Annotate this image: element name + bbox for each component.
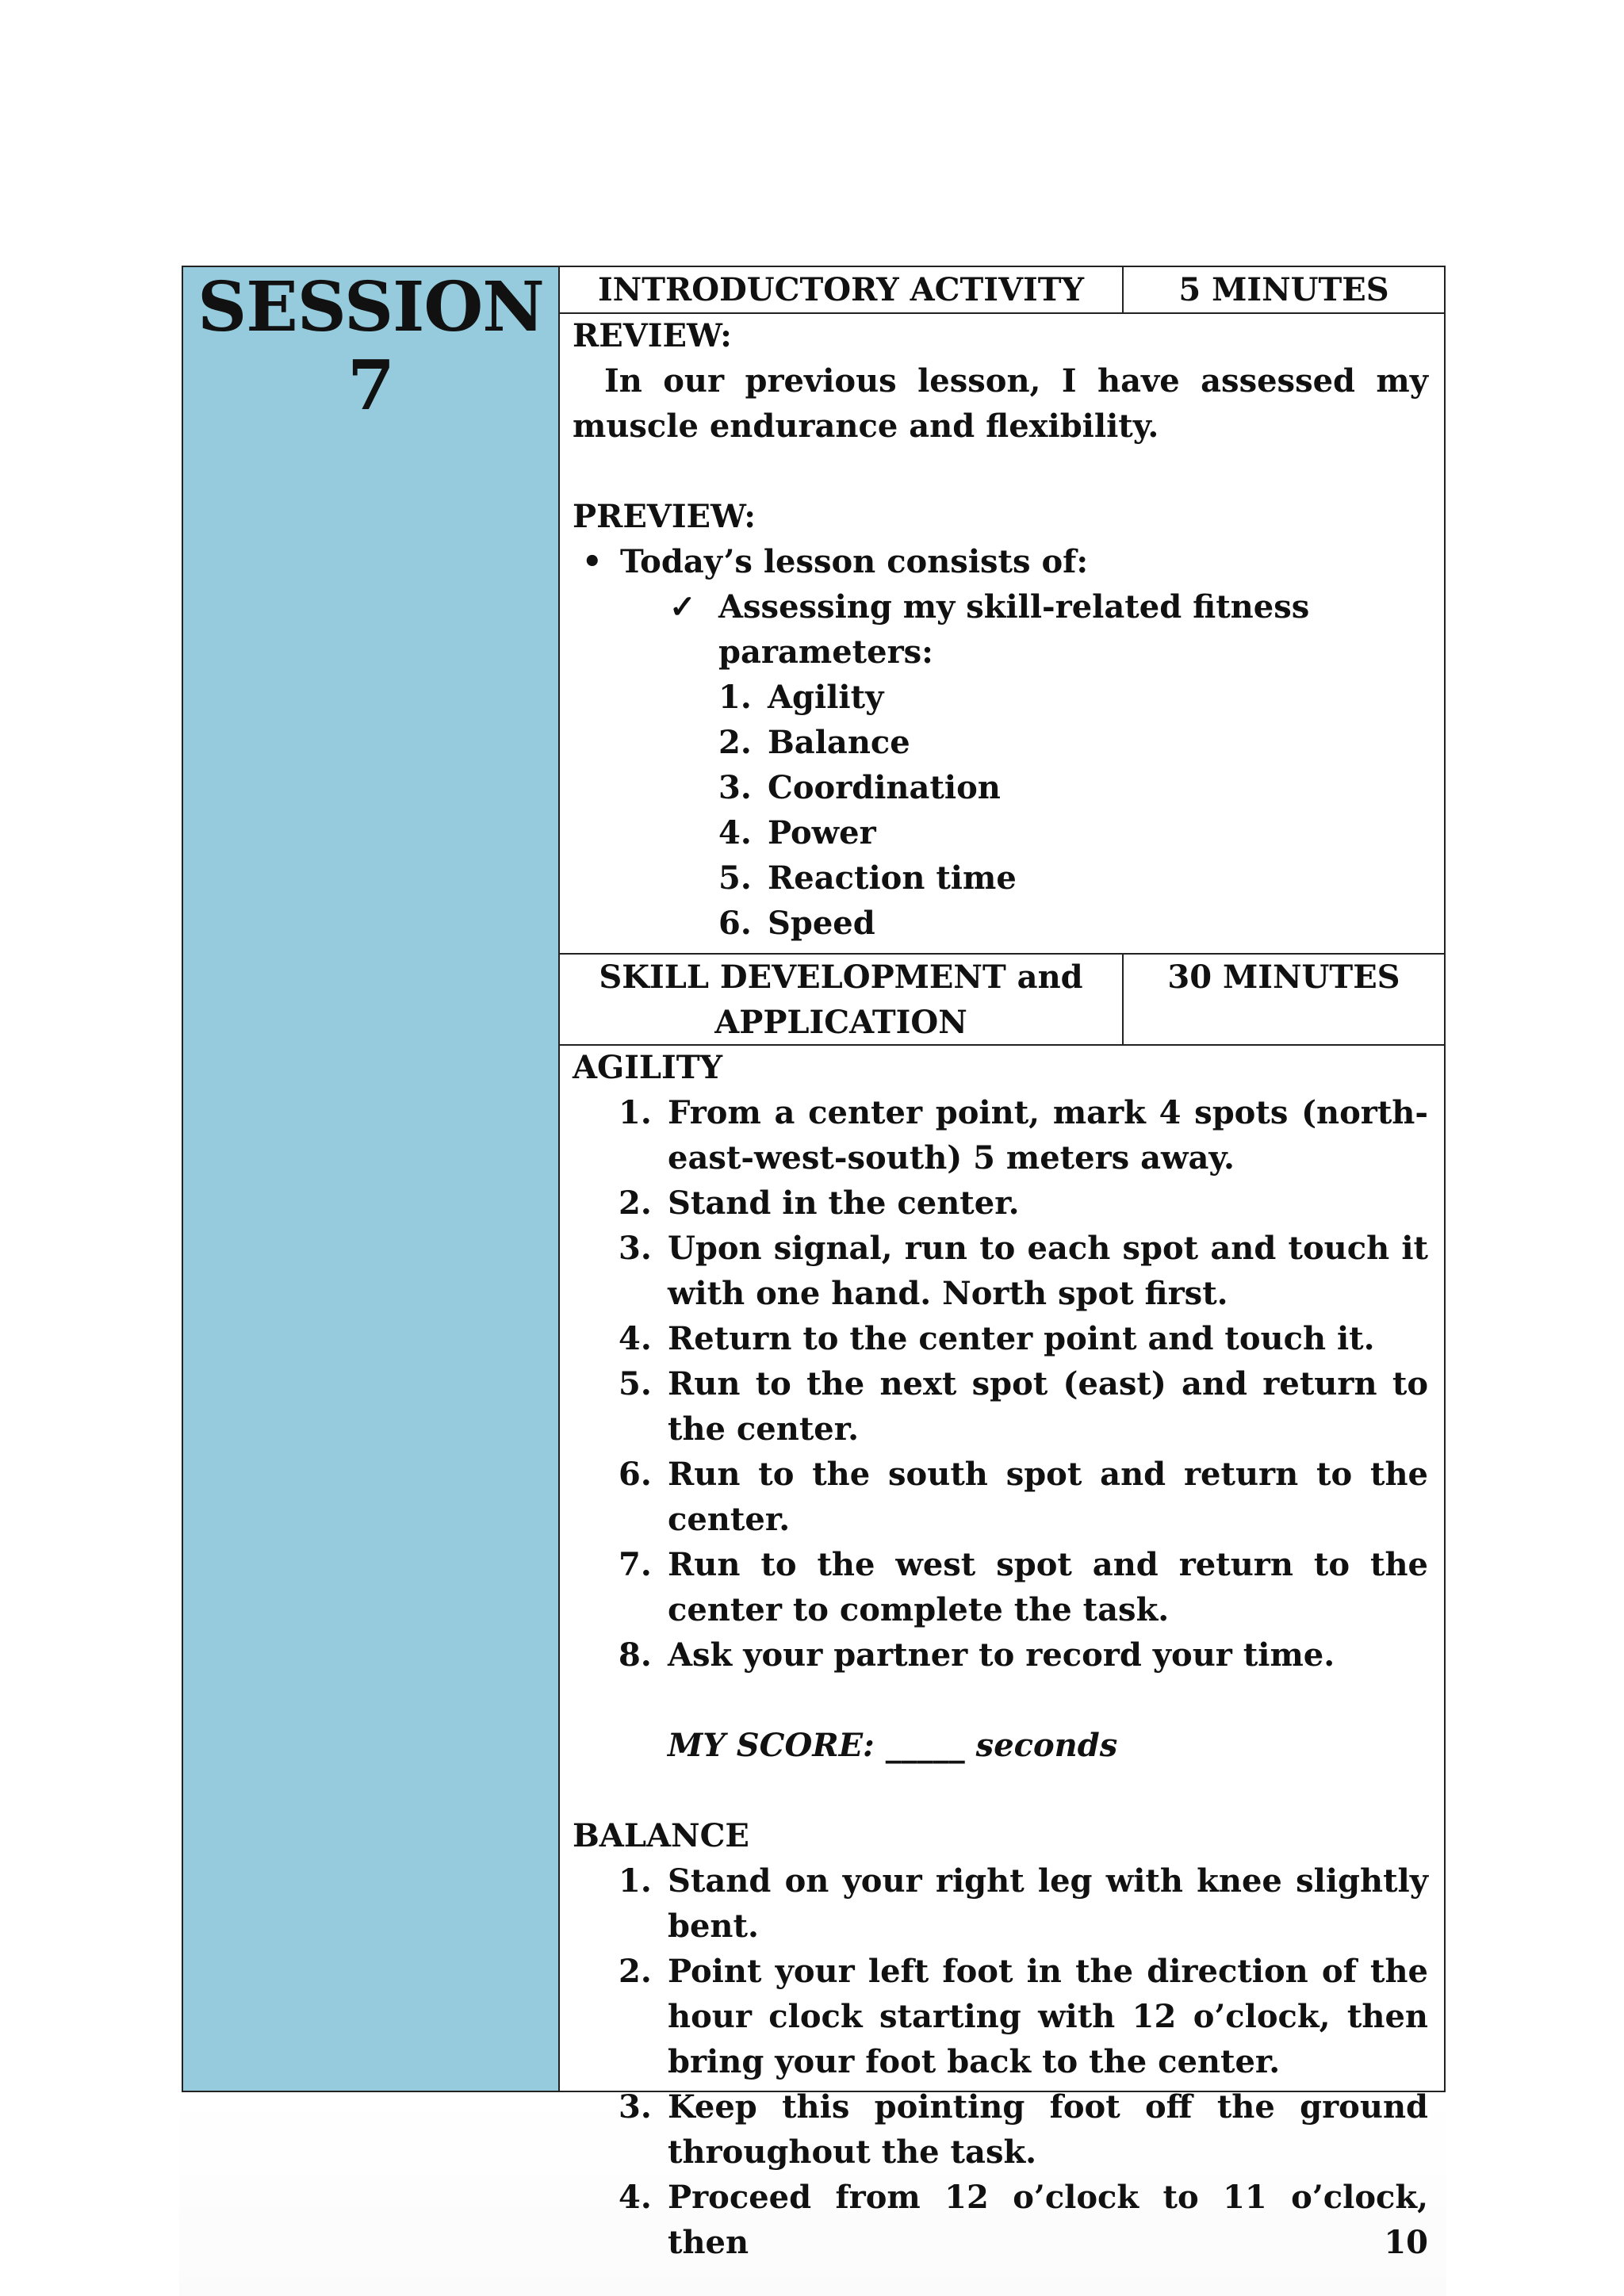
preview-bullet-row <box>573 539 1428 584</box>
lesson-table <box>182 266 1446 2261</box>
list-item: 3. Coordination <box>718 769 1001 806</box>
list-item: 1. From a center point, mark 4 spots (north-east-west-south) 5 meters away. <box>619 1094 1428 1177</box>
list-item: 3. Keep this pointing foot off the ground throughout the task. <box>619 2088 1428 2171</box>
intro-content <box>573 313 1428 946</box>
list-item: 6. Speed <box>718 905 875 942</box>
list-item: 3. Upon signal, run to each spot and touch it with one hand. North spot first. <box>619 1230 1428 1312</box>
skill-title-line1: SKILL DEVELOPMENT and <box>599 959 1083 996</box>
check-item-text: Assessing my skill-related fitness parameters: <box>718 588 1310 671</box>
skill-title-line2: APPLICATION <box>714 1004 967 1041</box>
balance-steps <box>573 1858 1428 2265</box>
preview-bullet-text: Today’s lesson consists of: <box>620 543 1089 580</box>
intro-activity-header <box>560 267 1122 314</box>
list-item: 8. Ask your partner to record your time. <box>619 1636 1335 1674</box>
list-item: 6. Run to the south spot and return to the center. <box>619 1456 1428 1538</box>
review-text: In our previous lesson, I have assessed my muscle endurance and flexibility. <box>573 362 1428 445</box>
list-item: 4. Return to the center point and touch it. <box>619 1320 1375 1357</box>
balance-heading: BALANCE <box>573 1817 749 1854</box>
check-item-row <box>573 584 1428 675</box>
list-item: 2. Stand in the center. <box>619 1184 1020 1222</box>
review-heading: REVIEW: <box>573 317 732 354</box>
intro-activity-title: INTRODUCTORY ACTIVITY <box>597 271 1085 308</box>
intro-time: 5 MINUTES <box>1178 271 1389 308</box>
list-item: 4. Proceed from 12 o’clock to 11 o’clock, then 10 <box>619 2179 1428 2261</box>
bullet-icon: • <box>582 543 603 580</box>
list-item: 7. Run to the west spot and return to the center to complete the task. <box>619 1546 1428 1628</box>
list-item: 5. Reaction time <box>718 859 1017 897</box>
checkmark-icon: ✓ <box>669 588 696 626</box>
session-column <box>183 267 560 2091</box>
list-item: 1. Stand on your right leg with knee slightly bent. <box>619 1862 1428 1945</box>
list-item: 2. Balance <box>718 724 910 761</box>
skill-header <box>560 955 1122 1046</box>
list-item: 1. Agility <box>718 679 884 716</box>
list-item: 2. Point your left foot in the direction of the hour clock starting with 12 o’clock, then bring your foot back to the center. <box>619 1953 1428 2080</box>
score-label: MY SCORE: _____ seconds <box>668 1727 1118 1764</box>
agility-heading: AGILITY <box>573 1049 723 1086</box>
session-title: SESSION 7 <box>197 267 544 426</box>
list-item: 4. Power <box>718 814 876 851</box>
skill-time-cell <box>1124 955 1444 1046</box>
agility-steps <box>573 1090 1428 1768</box>
skill-time: 30 MINUTES <box>1167 959 1400 996</box>
list-item: 5. Run to the next spot (east) and return to the center. <box>619 1365 1428 1448</box>
intro-time-cell <box>1124 267 1444 314</box>
skill-content <box>573 1045 1428 2265</box>
parameter-list <box>573 675 1428 946</box>
preview-heading: PREVIEW: <box>573 498 756 535</box>
